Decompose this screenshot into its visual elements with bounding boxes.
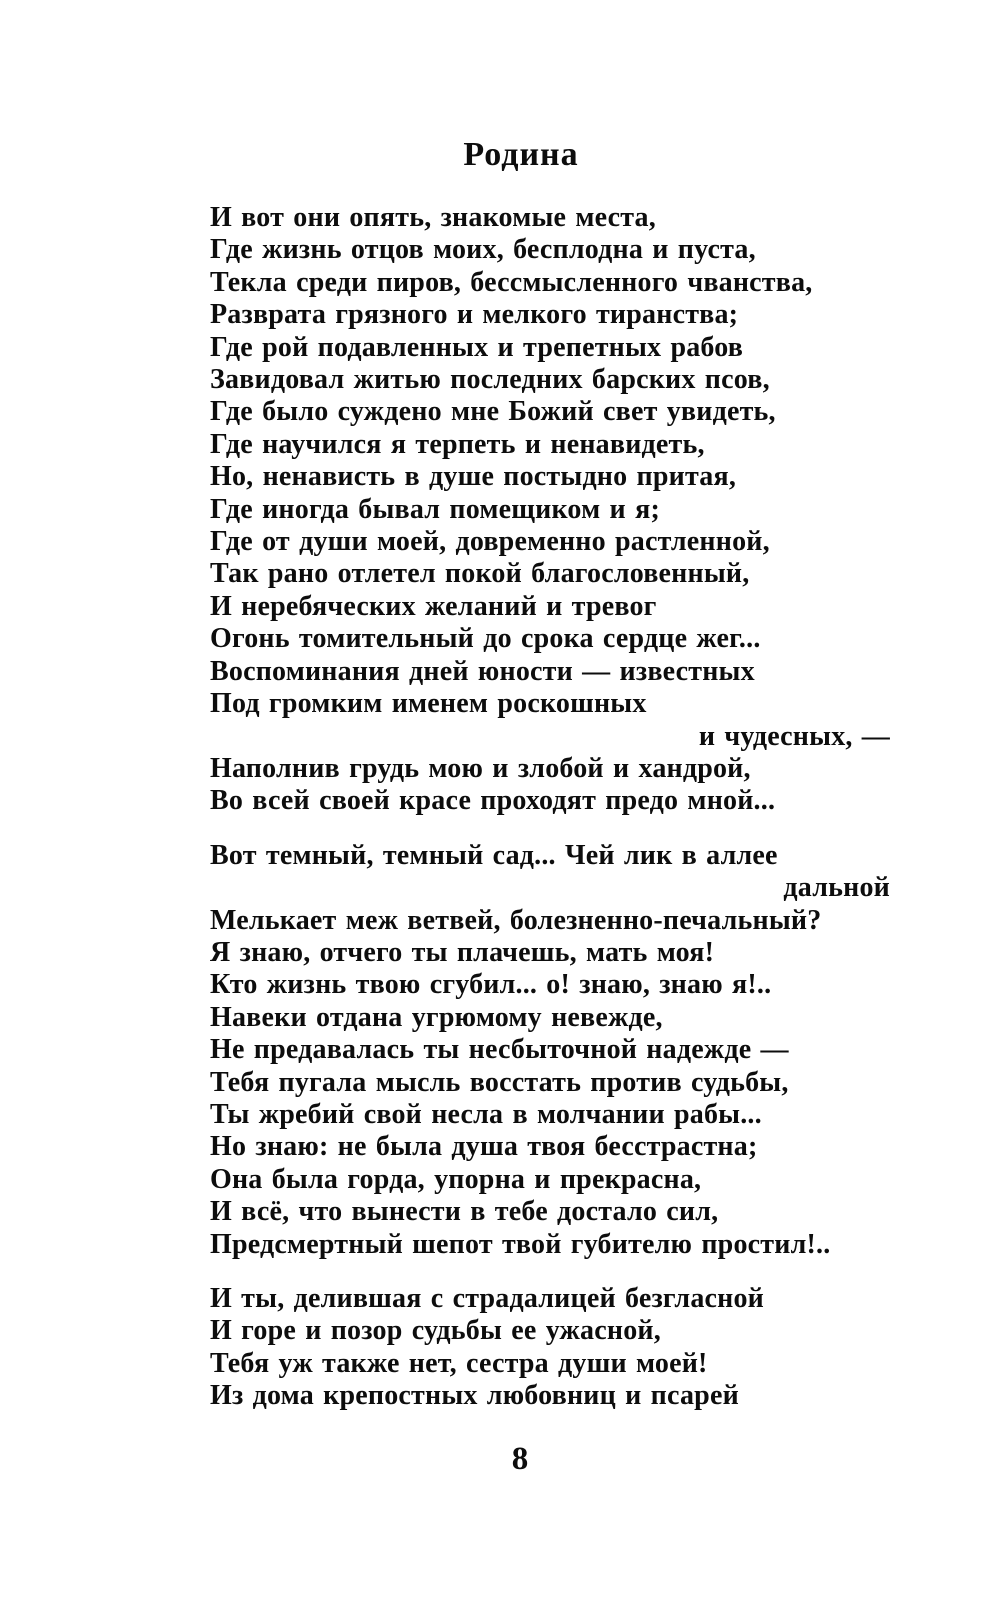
- poem-line: Кто жизнь твою сгубил... о! знаю, знаю я!..: [210, 969, 772, 1001]
- poem-line: Под громким именем роскошных: [210, 688, 647, 720]
- poem-line: Где жизнь отцов моих, бесплодна и пуста,: [210, 234, 756, 266]
- poem-line: Во всей своей красе проходят предо мной...: [210, 785, 776, 817]
- poem-line: Навеки отдана угрюмому невежде,: [210, 1001, 663, 1033]
- poem-line: И неребяческих желаний и тревог: [210, 590, 657, 622]
- poem-line: И ты, делившая с страдалицей безгласной: [210, 1283, 765, 1314]
- poem-line: Завидовал житью последних барских псов,: [210, 364, 770, 396]
- poem-line: Но, ненависть в душе постыдно притая,: [210, 461, 737, 493]
- poem-title: Родина: [463, 136, 579, 173]
- poem-line: Так рано отлетел покой благословенный,: [210, 558, 750, 590]
- poem-line: Но знаю: не была душа твоя бесстрастна;: [210, 1131, 758, 1163]
- poem-content: [210, 136, 890, 1413]
- poem-line: И горе и позор судьбы ее ужасной,: [210, 1315, 661, 1347]
- poem-body: [210, 202, 890, 1413]
- poem-line: Не предавалась ты несбыточной надежде —: [210, 1034, 789, 1066]
- poem-line: Тебя пугала мысль восстать против судьбы,: [210, 1066, 789, 1098]
- poem-line: И всё, что вынести в тебе достало сил,: [210, 1196, 719, 1228]
- poem-line: Текла среди пиров, бессмысленного чванства,: [210, 266, 813, 298]
- poem-line: и чудесных, —: [698, 720, 890, 752]
- poem-line: Где было суждено мне Божий свет увидеть,: [210, 396, 776, 428]
- poem-line: Из дома крепостных любовниц и псарей: [210, 1380, 739, 1412]
- poem-line: Огонь томительный до срока сердце жег...: [210, 623, 761, 655]
- poem-line: Где иногда бывал помещиком и я;: [210, 493, 660, 525]
- poem-line: Где научился я терпеть и ненавидеть,: [210, 428, 705, 460]
- stanza: [210, 840, 890, 1261]
- poem-line: Ты жребий свой несла в молчании рабы...: [210, 1098, 762, 1130]
- stanza: [210, 1283, 890, 1413]
- poem-line: Воспоминания дней юности — известных: [210, 655, 755, 687]
- poem-line: Где рой подавленных и трепетных рабов: [210, 331, 744, 363]
- poem-line: Она была горда, упорна и прекрасна,: [210, 1163, 702, 1195]
- poem-line: дальной: [783, 872, 890, 904]
- poem-line: Наполнив грудь мою и злобой и хандрой,: [210, 752, 751, 784]
- page-number: 8: [511, 1441, 529, 1477]
- poem-line: Разврата грязного и мелкого тиранства;: [210, 299, 739, 331]
- poem-line: Мелькает меж ветвей, болезненно-печальный?: [210, 904, 822, 936]
- stanza: [210, 202, 890, 818]
- poem-line: Вот темный, темный сад... Чей лик в аллее: [210, 839, 778, 871]
- poem-line: Тебя уж также нет, сестра души моей!: [210, 1347, 708, 1379]
- poem-line: И вот они опять, знакомые места,: [210, 202, 656, 233]
- poem-line: Предсмертный шепот твой губителю простил!..: [210, 1228, 831, 1260]
- poem-line: Я знаю, отчего ты плачешь, мать моя!: [210, 936, 715, 968]
- poem-line: Где от души моей, довременно растленной,: [210, 526, 770, 558]
